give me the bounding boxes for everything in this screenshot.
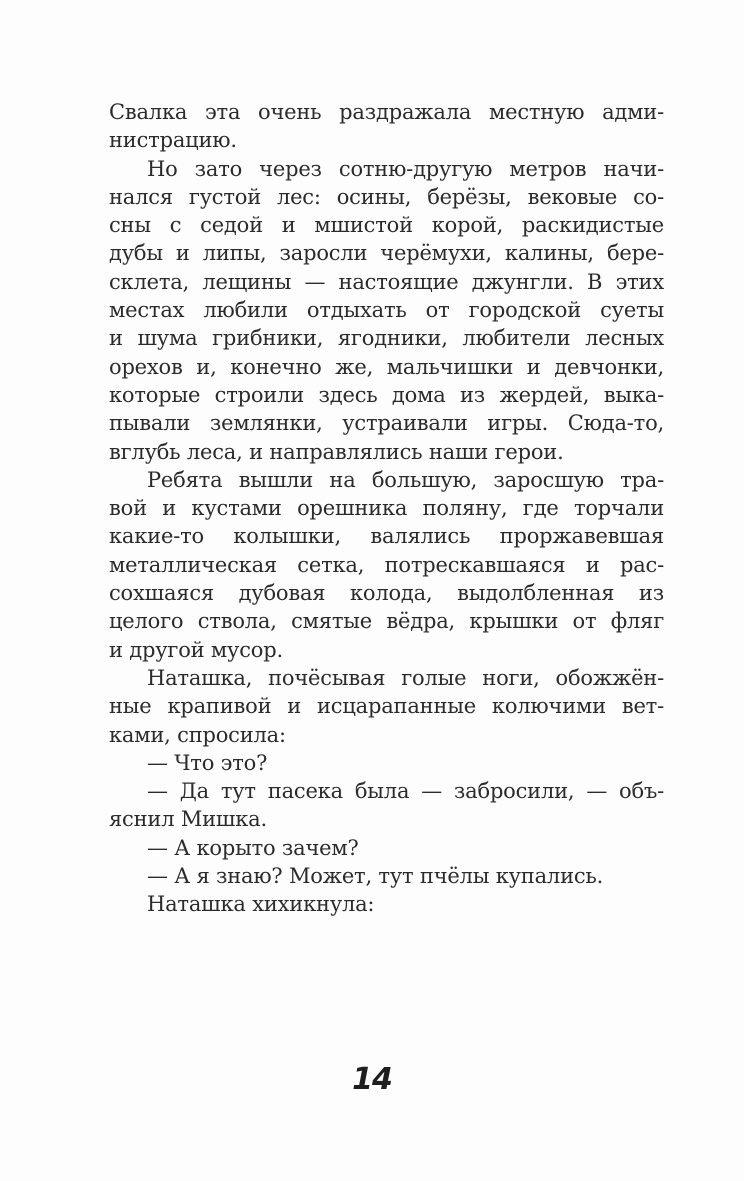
text-line: сны с седой и мшистой корой, раскидистые <box>109 213 664 238</box>
dialogue-line: — А я знаю? Может, тут пчёлы купались. <box>147 864 604 889</box>
text-line: вой и кустами орешника поляну, где торчали <box>109 496 664 521</box>
text-line: яснил Мишка. <box>109 807 267 832</box>
text-line: склета, лещины — настоящие джунгли. В этих <box>109 269 664 294</box>
dialogue-line: — Да тут пасека была — забросили, — объ- <box>147 779 664 804</box>
text-line: нистрацию. <box>109 128 237 153</box>
dialogue-line: — А корыто зачем? <box>147 835 359 860</box>
text-line: и шума грибники, ягодники, любители лесных <box>109 326 664 351</box>
body-text <box>109 98 664 919</box>
text-line: Наташка, почёсывая голые ноги, обожжён- <box>147 665 664 690</box>
text-line: Наташка хихикнула: <box>147 892 375 917</box>
text-line: ные крапивой и исцарапанные колючими вет- <box>109 694 664 719</box>
text-line: и другой мусор. <box>109 637 283 662</box>
text-line: сохшаяся дубовая колода, выдолбленная из <box>109 581 664 606</box>
page-number: 14 <box>352 1062 392 1097</box>
text-line: Ребята вышли на большую, заросшую тра- <box>147 467 664 492</box>
text-line: вглубь леса, и направлялись наши герои. <box>109 439 564 464</box>
dialogue-line: — Что это? <box>147 750 268 775</box>
text-line: орехов и, конечно же, мальчишки и девчонки, <box>109 354 664 379</box>
text-line: Но зато через сотню-другую метров начи- <box>147 156 664 181</box>
text-line: пывали землянки, устраивали игры. Сюда-то, <box>109 411 664 436</box>
text-line: целого ствола, смятые вёдра, крышки от фляг <box>109 609 664 634</box>
text-line: ками, спросила: <box>109 722 286 747</box>
text-line: нался густой лес: осины, берёзы, вековые со- <box>109 184 664 209</box>
text-line: Свалка эта очень раздражала местную адми- <box>109 100 664 124</box>
text-line: какие-то колышки, валялись проржавевшая <box>109 524 664 549</box>
text-line: дубы и липы, заросли черёмухи, калины, бере- <box>109 241 664 266</box>
text-line: металлическая сетка, потрескавшаяся и рас- <box>109 552 664 577</box>
text-line: местах любили отдыхать от городской суеты <box>109 298 664 323</box>
text-line: которые строили здесь дома из жердей, выка- <box>109 382 664 407</box>
